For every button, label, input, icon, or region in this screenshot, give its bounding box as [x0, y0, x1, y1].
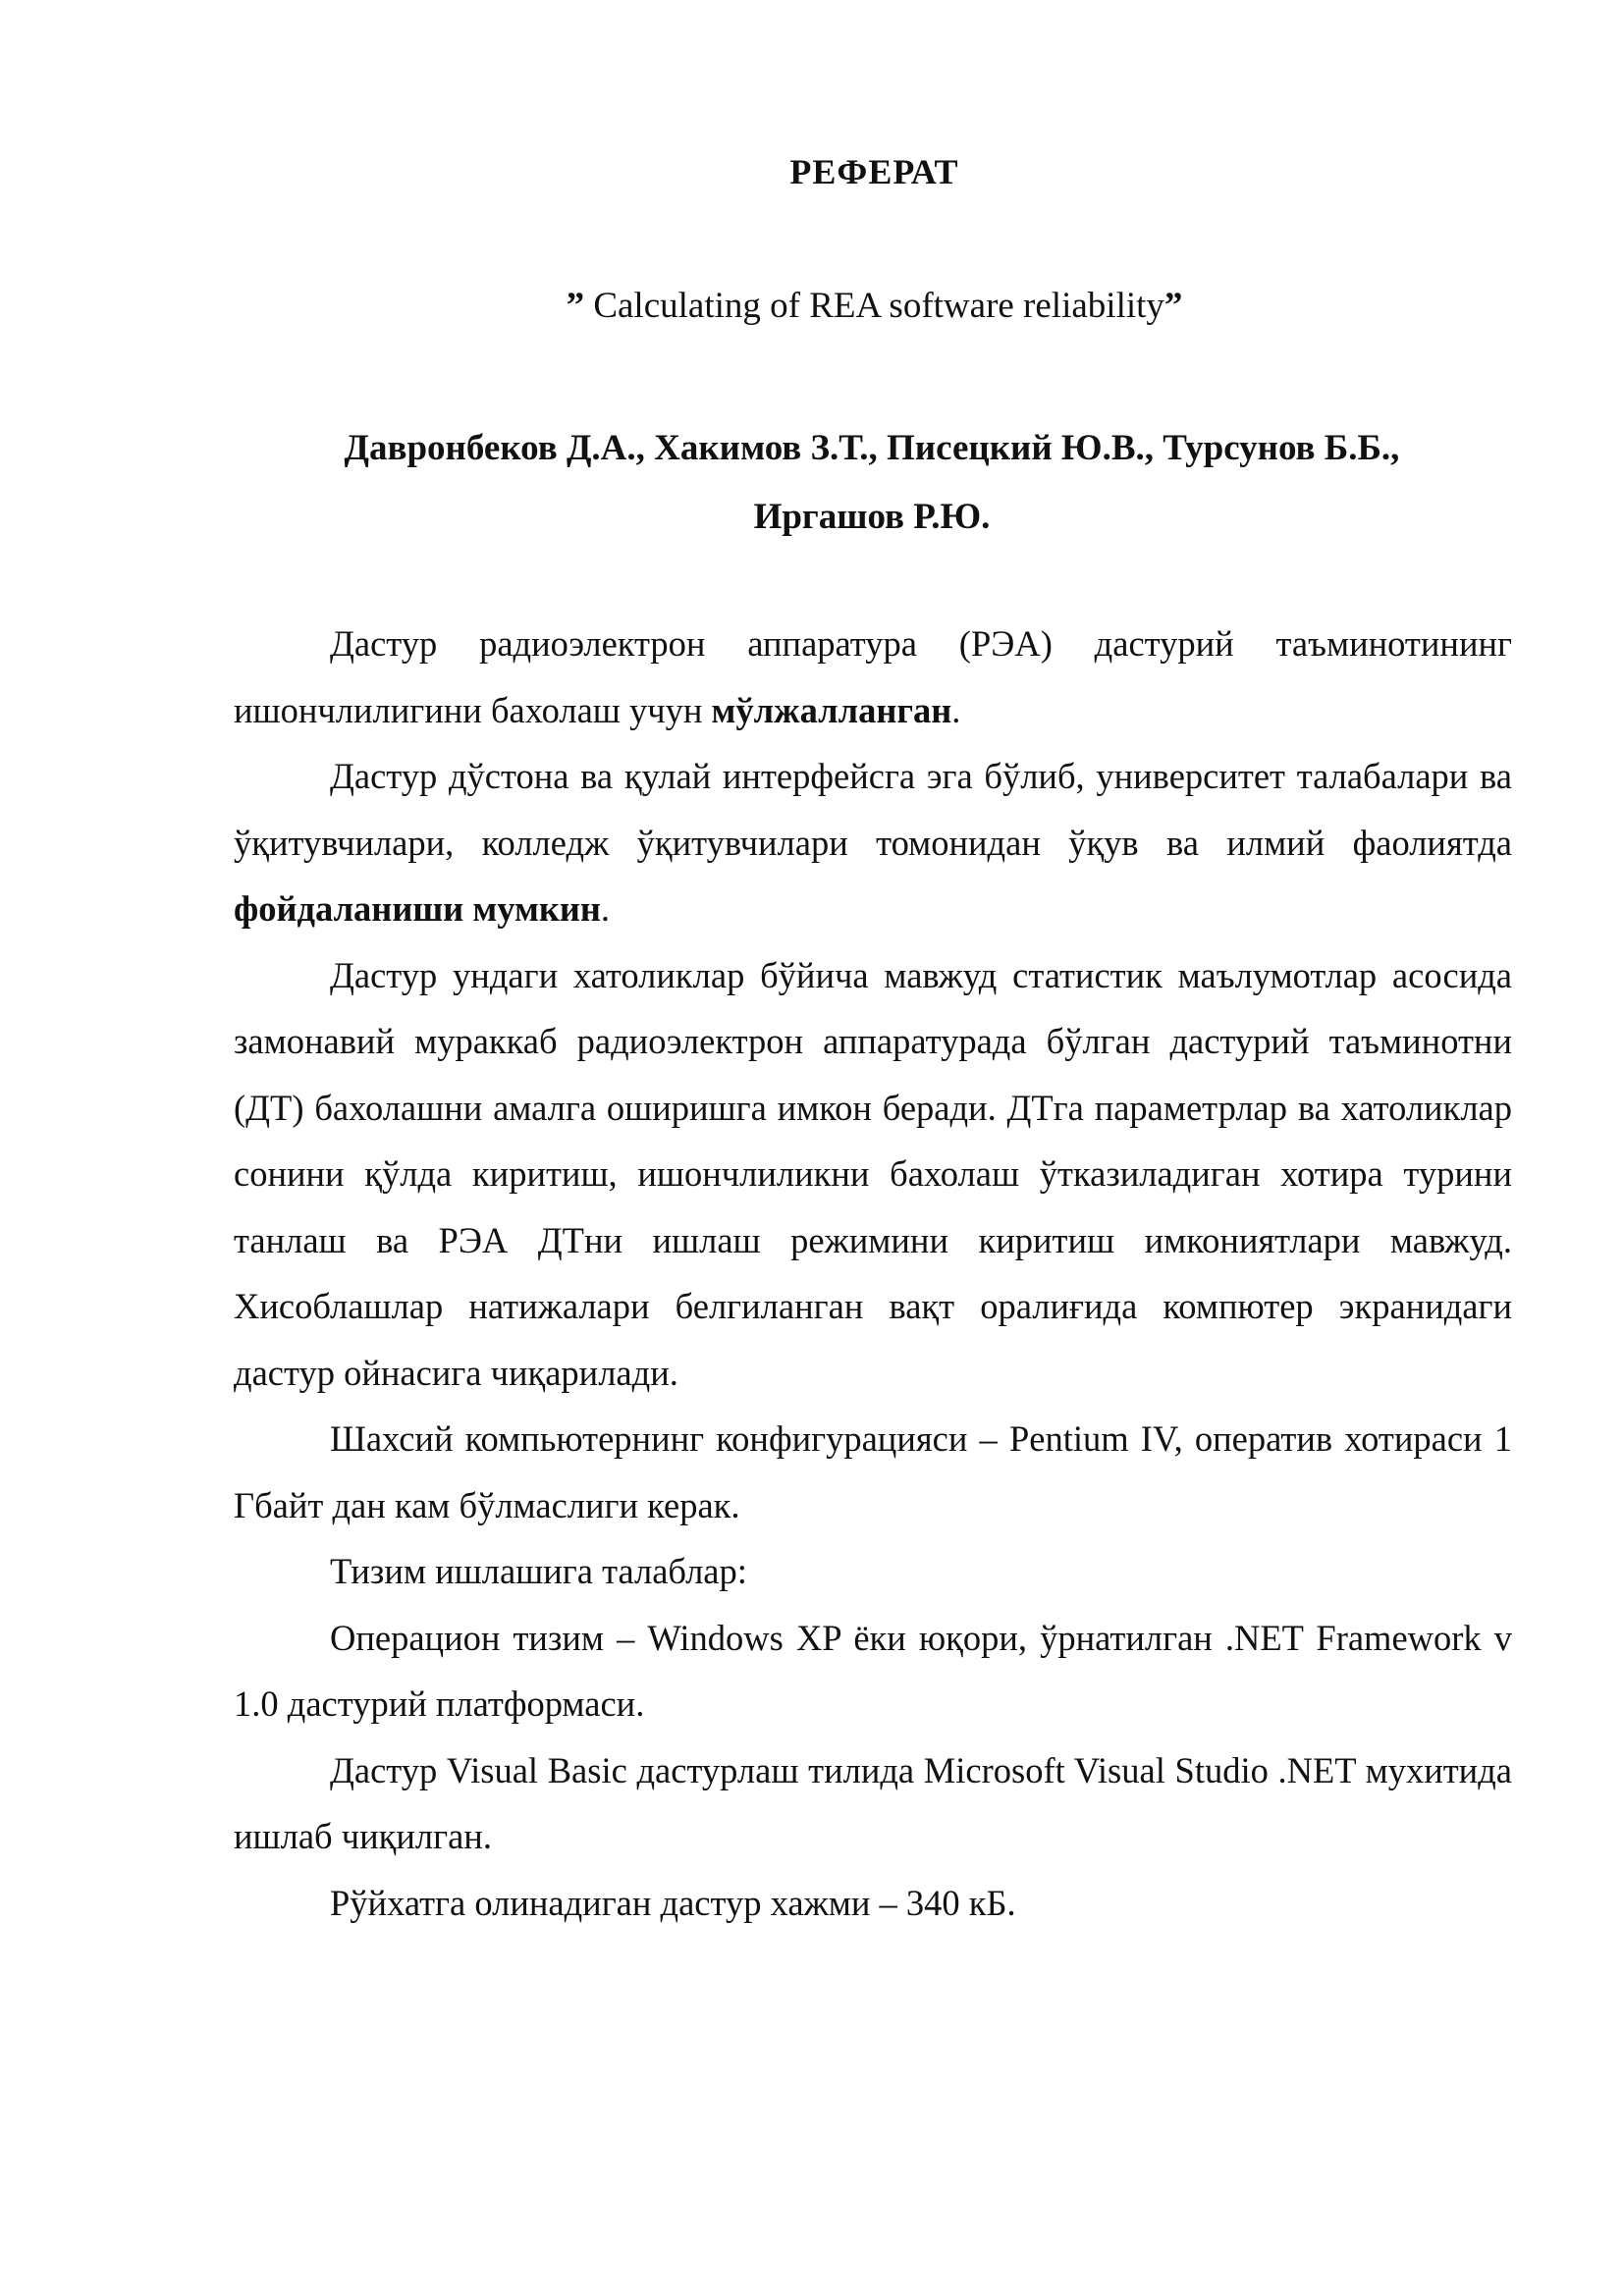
subtitle-open-quote: ” — [566, 286, 585, 326]
paragraph-audience-end: . — [600, 888, 611, 929]
authors-block — [234, 414, 1510, 552]
paragraph-purpose-end: . — [951, 689, 961, 730]
document-subtitle — [0, 285, 1623, 327]
paragraph-description: Дастур ундаги хатоликлар бўйича мавжуд статистик маълумотлар асосида замонавий мураккаб радиоэлектрон аппаратурада бўлган дастурий таъминотни (ДТ) бахолашни амалга оширишга имкон беради. ДТга параметрлар ва хатоликлар сонини қўлда киритиш, ишончлиликни бахолаш ўтказиладиган хотира турини танлаш ва РЭА ДТни ишлаш режимини киритиш имкониятлари мавжуд. Хисоблашлар натижалари белгиланган вақт оралиғида компютер экранидаги дастур ойнасига чиқарилади. — [234, 954, 1512, 1393]
paragraph-purpose — [234, 611, 1512, 743]
subtitle-text: Calculating of REA software reliability — [584, 286, 1164, 326]
paragraph-audience-text: Дастур дўстона ва қулай интерфейсга эга бўлиб, университет талабалари ва ўқитувчилари, колледж ўқитувчилари томонидан ўқув ва илмий фаолиятда — [234, 756, 1512, 863]
paragraph-os: Операцион тизим – Windows XP ёки юқори, ўрнатилган .NET Framework v 1.0 дастурий платформаси. — [234, 1617, 1512, 1724]
paragraph-audience-bold: фойдаланиши мумкин — [234, 888, 601, 929]
paragraph-size: Рўйхатга олинадиган дастур хажми – 340 кБ. — [330, 1882, 1016, 1923]
paragraph-development: Дастур Visual Basic дастурлаш тилида Microsoft Visual Studio .NET мухитида ишлаб чиқилган. — [234, 1749, 1512, 1856]
abstract-body — [234, 611, 1512, 1936]
paragraph-purpose-bold: мўлжалланган — [711, 689, 952, 730]
subtitle-close-quote: ” — [1163, 286, 1183, 326]
document-title: РЕФЕРАТ — [789, 152, 959, 191]
authors-line-1: Давронбеков Д.А., Хакимов З.Т., Писецкий Ю.В., Турсунов Б.Б., — [344, 428, 1400, 468]
paragraph-hardware: Шахсий компьютернинг конфигурацияси – Pentium IV, оператив хотираси 1 Гбайт дан кам бўлмаслиги керак. — [234, 1418, 1512, 1525]
paragraph-audience — [234, 743, 1512, 942]
paragraph-purpose-text: Дастур радиоэлектрон аппаратура (РЭА) дастурий таъминотининг ишончлилигини бахолаш учун — [234, 623, 1512, 730]
authors-line-2: Иргашов Р.Ю. — [753, 497, 991, 537]
paragraph-requirements-heading: Тизим ишлашига талаблар: — [330, 1551, 747, 1591]
